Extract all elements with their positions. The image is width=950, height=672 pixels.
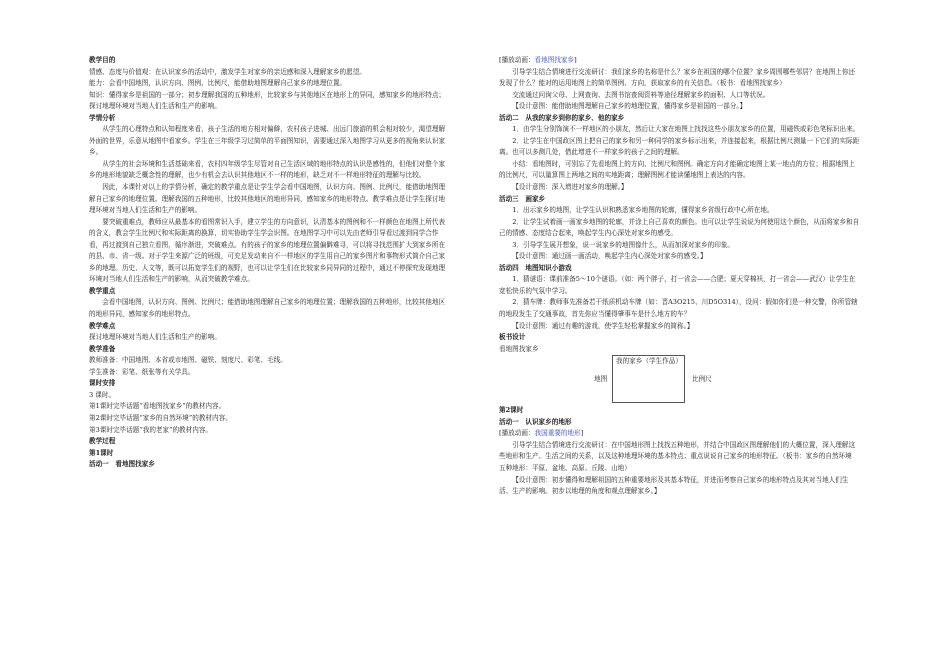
section-heading: 板书设计 [499, 333, 526, 342]
paragraph: 从学生的社会环境和生活基础来看，农村四年级学生尽管对自己生活区域的地形特点的认识是感性的，但他们对整个家乡的地形地貌缺乏概念性的理解，也少有机会去认识其他地区不一样的地形，缺乏对不一样地形特征的理解与比较。 [89, 159, 446, 180]
paragraph: 小结：看地图时，可别忘了先看地图上的方向、比例尺和图例。确定方向才能确定地图上某一地点的方位；根据地图上的比例尺，可以量算图上两地之间的实地距离；理解图例才能读懂地图上表达的内容。 [499, 159, 856, 180]
media-suffix: ] [580, 429, 584, 438]
paragraph: 交流通过问询父母、上网查询、去图书馆查阅资料等途径理解家乡的面积、人口等状况。 [512, 90, 770, 99]
paragraph: 要突破重难点，教师应从最基本的看图常识入手，建立学生的方向意识，认清基本的图例和不一样颜色在地图上所代表的含义，教会学生比例尺和实际距离的换算，切实协助学生学会识图。在地图学习中可以先由老师引导看过渡到同学合作看，再过渡到自己独立看图，循序渐进，突破难点。有的孩子的家乡的地理位置偏僻难寻，可以将寻找范围扩大到家乡所在的县、市、省一级。对于学生来源广泛的班级，可充足发动来自不一样地区的学生用自己的家乡图片和事物形式简介自己家乡的地理。历史、人文等，既可以拓宽学生们的视野，也可以让学生们在比较家乡同异同的过程中，通过不停探究发现地理环境对当地人们生活和生产的影响，从而突破教学难点。 [89, 217, 446, 284]
text-line: 知识：懂得家乡是祖国的一部分；初步理解我国的五种地形，比较家乡与其他地区在地形上的异同，感知家乡的地形特点；探讨地理环境对当地人们生活和生产的影响。 [89, 90, 446, 111]
right-column-bottom [499, 405, 861, 497]
paragraph: 1．猜谜语：课前准备5～10个谜语。（如：两个胖子，打一省会——合肥；夏天穿棉袄，打一省会——武汉）让学生在宽松快乐的气氛中学习。 [499, 275, 856, 295]
paragraph: 2．让学生试着画一画家乡地图的轮廓，并涂上自己喜欢的颜色。也可以让学生说说为何使用这个颜色，从而将家乡和自己的情感、态度结合起来，唤起学生内心深处对家乡的感受。 [499, 217, 860, 238]
paragraph: 从学生的心理特点和认知程度来看，孩子生活的地方相对偏僻，农村孩子进城、出远门旅游的机会相对较少，渴望理解外面的世界，乐意从地图中看家乡。学生在三年级学习过简单的平面图知识，需要通过深入地图学习从更多的视角来认识家乡。 [89, 125, 446, 157]
paragraph: 1．由学生分别饰演不一样地区的小朋友，然后让大家在地图上找找这些小朋友家乡的位置，用磁铁或彩色笔标识出来。 [512, 125, 860, 134]
animation-link[interactable]: 看地图找家乡 [534, 56, 575, 64]
text-line: 学生准备：彩笔、纸张等有关学具。 [89, 367, 195, 376]
paragraph: 【设计意图：深入增进对家乡的理解。】 [512, 183, 628, 192]
animation-link[interactable]: 我国重要的地形 [534, 429, 581, 438]
section-heading: 教学重点 [89, 286, 116, 295]
section-heading: 教学目的 [89, 56, 116, 64]
media-suffix: ] [574, 56, 577, 64]
media-prefix: [播放动画： [499, 56, 535, 64]
text-line: 情感、态度与价值观：在认识家乡的活动中，激发学生对家乡的亲近感和深入理解家乡的愿望。 [89, 67, 366, 76]
paragraph: 会看中国地图，认识方向、图例、比例尺；能借助地图理解自己家乡的地理位置；理解我国的五种地形，比较其他地区的地形异同，感知家乡的地形特点。 [89, 298, 446, 319]
right-column [499, 55, 861, 498]
board-map-label: 地图 [594, 375, 608, 384]
board-design-diagram [499, 355, 861, 405]
section-heading: 第1课时 [89, 448, 114, 457]
board-box: 我的家乡（学生作品） [612, 355, 685, 403]
left-column [89, 55, 451, 471]
section-heading: 活动一 认识家乡的地形 [499, 417, 572, 426]
paragraph: 【设计意图：通过有趣的游戏，使学生轻松掌握家乡的简称。】 [512, 321, 694, 330]
paragraph: 【设计意图：能借助地图理解自己家乡的地理位置，懂得家乡是祖国的一部分。】 [512, 102, 747, 111]
section-heading: 学情分析 [89, 113, 116, 122]
section-heading: 教学过程 [89, 437, 116, 446]
paragraph: 因此，本课针对以上的学情分析，确定的教学重点是让学生学会看中国地图，认识方向、图例、比例尺，能借助地图理解自己家乡的地理位置。理解我国的五种地形，比较其他地区的地形异同，感知家乡的地形特点。教学难点是让学生探讨地理环境对当地人们生活和生产的影响。 [89, 183, 446, 215]
paragraph: 引导学生结合情境进行交流研讨：我们家乡的名称是什么？家乡在祖国的哪个位置？家乡周围哪些邻居？在地图上你还发现了什么？能对的运用地图上的简单图例、方向，获取家乡的有关信息。（板书：看地图找家乡） [499, 67, 856, 88]
text-line: 第1课时完毕话题“看地图找家乡”的教材内容。 [89, 402, 226, 411]
board-scale-label: 比例尺 [692, 375, 712, 384]
paragraph: 2．猜车牌：教师事先准备若干纸质机动车牌（如：晋A3O215、川D5O314），设问：假如你们是一种交警，你所管辖的地段发生了交通事故，首先你应当懂得肇事车是什么地方的车？ [499, 298, 858, 319]
section-heading: 活动一 看地图找家乡 [89, 460, 155, 469]
section-heading: 教学准备 [89, 344, 116, 353]
text-line [499, 55, 861, 67]
text-line: 第3课时完毕话题“我的老家”的教材内容。 [89, 425, 213, 434]
text-line: 看地图找家乡 [499, 344, 539, 353]
section-heading: 第2课时 [499, 406, 524, 415]
paragraph: 引导学生结合情境进行交流研讨：在中国地形图上找找五种地形，并结合中国政区图理解他们的大概位置，深入理解这些地形和生产、生活之间的关系，以及这种地理环境的基本特点；重点说说自己家乡的地形特征。（板书：家乡的自然环境 五种地形：平原、盆地、高原、丘陵、山地） [499, 440, 859, 472]
media-prefix: [播放动画： [499, 429, 535, 438]
text-line: 第2课时完毕话题“家乡的自然环境”的教材内容。 [89, 413, 232, 422]
paragraph: 2．让学生在中国政区图上把自己的家乡和另一种同学的家乡标示出来，并连接起来，根据比例尺测量一下它们的实际距离。也可以多测几处，借此增进不一样家乡的孩子之间的理解。 [499, 136, 860, 157]
paragraph: 1．出示家乡的地图，让学生认识和熟悉家乡地图的轮廓，懂得家乡省级行政中心所在地。 [512, 206, 774, 215]
text-line [499, 428, 861, 440]
text-line: 探讨地理环境对当地人们生活和生产的影响。 [89, 333, 221, 342]
right-column-top [499, 55, 861, 355]
text-line: 3 课时。 [89, 390, 116, 399]
section-heading: 活动三 画家乡 [499, 194, 546, 203]
section-heading: 教学难点 [89, 321, 116, 330]
paragraph: 【设计意图：通过画一画活动，唤起学生内心深处对家乡的感受。】 [512, 252, 707, 261]
section-heading: 活动二 从我的家乡到你的家乡、他的家乡 [499, 113, 625, 122]
paragraph: 3．引导学生展开想象，说一说家乡的地图像什么，从而加深对家乡的印象。 [512, 240, 734, 249]
text-line: 能力：会看中国地图，认识方向、图例、比例尺，能借助地图理解自己家乡的地理位置。 [89, 79, 347, 88]
section-heading: 活动四 地图知识小游戏 [499, 263, 572, 272]
paragraph: 【设计意图：初步懂得和理解祖国的五种重要地形及其基本特征，并进而考察自己家乡的地形特点及其对当地人们生活、生产的影响。初步以地理的角度和观点理解家乡。】 [499, 475, 849, 496]
text-line: 教师准备：中国地图、本省或市地图、磁铁、刻度尺、彩笔、毛线。 [89, 356, 287, 365]
section-heading: 课时安排 [89, 379, 116, 388]
